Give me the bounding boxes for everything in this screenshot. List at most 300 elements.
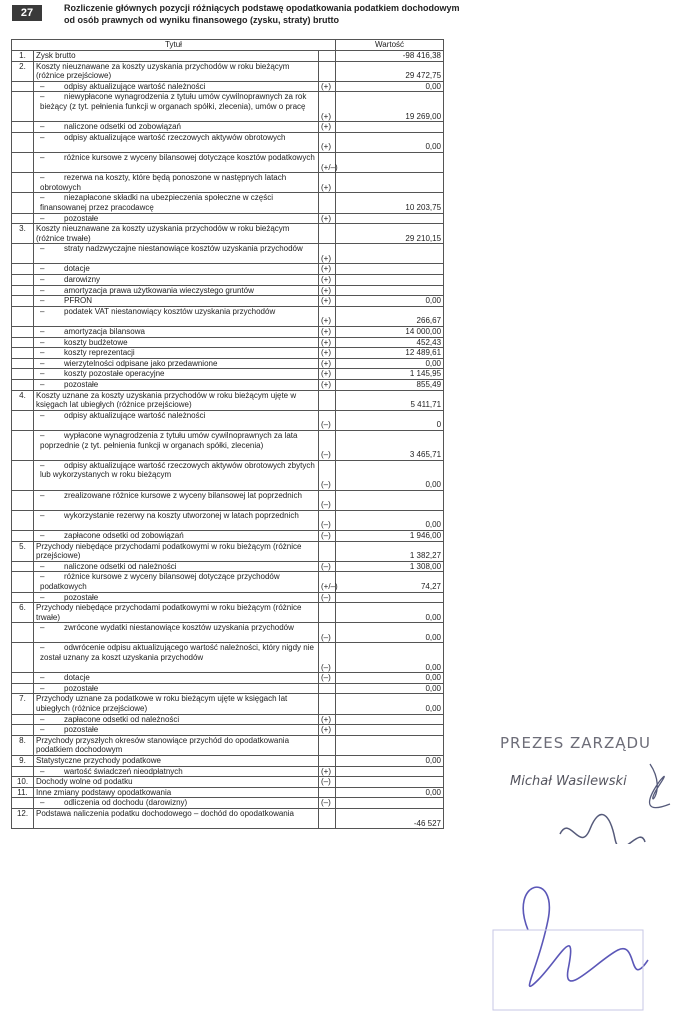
row-sign: (+) [319,275,336,286]
row-label-text: amortyzacja prawa użytkowania wieczystego gruntów [64,285,254,295]
row-label-text: Przychody uznane za podatkowe w roku bieżącym ujęte w księgach lat ubiegłych (różnice przejściowe) [36,694,288,714]
table-row [12,490,444,510]
row-number [12,152,34,172]
dash-bullet: – [40,798,45,808]
row-number [12,714,34,725]
row-sign: (+) [319,296,336,307]
table-row [12,623,444,643]
row-label-text: różnice kursowe z wyceny bilansowej dotyczące kosztów podatkowych [64,152,315,162]
note-number: 27 [12,5,42,21]
row-number [12,683,34,694]
row-number [12,530,34,541]
row-number: 2. [12,61,34,81]
row-label [34,460,319,490]
row-label [34,285,319,296]
row-label [34,358,319,369]
table-row [12,725,444,736]
dash-bullet: – [40,275,45,285]
row-sign [319,61,336,81]
row-value: 0,00 [336,132,444,152]
row-label-text: Koszty nieuznawane za koszty uzyskania przychodów w roku bieżącym (różnice przejściowe) [36,61,290,81]
row-sign: (+) [319,244,336,264]
row-label [34,390,319,410]
row-value [336,152,444,172]
row-value: 0,00 [336,623,444,643]
row-number [12,798,34,809]
row-label-text: rezerwa na koszty, które będą ponoszone w następnych latach obrotowych [40,173,287,192]
table-row [12,798,444,809]
table-row [12,410,444,430]
row-label-text: pozostałe [64,592,99,602]
row-value: 29 210,15 [336,224,444,244]
row-label-text: Statystyczne przychody podatkowe [36,756,161,766]
row-label [34,410,319,430]
row-sign: (–) [319,623,336,643]
dash-bullet: – [40,296,45,306]
row-sign: (+) [319,306,336,326]
dash-bullet: – [40,510,45,520]
row-sign: (+) [319,122,336,133]
row-value [336,735,444,755]
row-label [34,337,319,348]
row-number [12,430,34,460]
row-value [336,725,444,736]
row-number [12,173,34,193]
row-value: -46 527 [336,809,444,829]
row-sign: (–) [319,460,336,490]
table-row [12,337,444,348]
row-label [34,725,319,736]
row-label-text: naliczone odsetki od należności [64,561,177,571]
row-label [34,380,319,391]
table-row [12,61,444,81]
row-sign: (–) [319,643,336,673]
row-value: 1 308,00 [336,561,444,572]
table-row [12,348,444,359]
row-value [336,490,444,510]
tax-reconciliation-table [11,39,444,829]
row-label [34,541,319,561]
dash-bullet: – [40,152,45,162]
table-row [12,122,444,133]
table-row [12,430,444,460]
row-number [12,673,34,684]
row-label [34,244,319,264]
row-sign [319,694,336,714]
row-number [12,306,34,326]
table-row [12,275,444,286]
row-label [34,92,319,122]
row-label [34,714,319,725]
row-label-text: zapłacone odsetki od należności [64,714,180,724]
table-row [12,714,444,725]
row-sign: (+) [319,327,336,338]
row-label [34,756,319,767]
table-row [12,766,444,777]
table-row [12,132,444,152]
table-row [12,530,444,541]
table-row [12,541,444,561]
row-label [34,122,319,133]
row-value: 266,67 [336,306,444,326]
dash-bullet: – [40,460,45,470]
dash-bullet: – [40,213,45,223]
row-number: 9. [12,756,34,767]
row-sign [319,603,336,623]
table-row [12,193,444,213]
row-label-text: Inne zmiany podstawy opodatkowania [36,787,172,797]
row-number [12,623,34,643]
row-label [34,264,319,275]
row-label [34,510,319,530]
row-label-text: odpisy aktualizujące wartość należności [64,410,206,420]
table-row [12,756,444,767]
note-title: Rozliczenie głównych pozycji różniących podstawę opodatkowania podatkiem dochodowym od osób prawnych od wyniku finansowego (zysku, straty) brutto [64,3,460,25]
row-label [34,61,319,81]
row-value: 0,00 [336,787,444,798]
row-sign: (+) [319,358,336,369]
row-value [336,264,444,275]
row-label-text: koszty pozostałe operacyjne [64,369,165,379]
row-label-text: straty nadzwyczajne niestanowiące kosztów uzyskania przychodów [64,244,303,254]
dash-bullet: – [40,410,45,420]
row-value: 5 411,71 [336,390,444,410]
row-sign: (+) [319,337,336,348]
row-number [12,296,34,307]
table-row [12,244,444,264]
row-value [336,122,444,133]
row-value [336,777,444,788]
row-number [12,122,34,133]
row-sign: (–) [319,798,336,809]
row-number [12,213,34,224]
row-number: 8. [12,735,34,755]
row-sign: (+) [319,92,336,122]
row-value [336,285,444,296]
row-label [34,673,319,684]
row-number [12,337,34,348]
table-row [12,572,444,592]
row-value: 1 946,00 [336,530,444,541]
row-label-text: podatek VAT niestanowiący kosztów uzyskania przychodów [64,306,276,316]
row-label-text: Dochody wolne od podatku [36,777,133,787]
table-row [12,673,444,684]
row-sign: (–) [319,673,336,684]
row-sign: (+) [319,369,336,380]
row-label [34,490,319,510]
row-sign: (+) [319,725,336,736]
column-header-value: Wartość [336,40,444,51]
row-sign [319,541,336,561]
dash-bullet: – [40,193,45,203]
row-label [34,132,319,152]
row-sign: (–) [319,777,336,788]
row-number [12,572,34,592]
row-value: 0,00 [336,296,444,307]
row-label [34,694,319,714]
dash-bullet: – [40,337,45,347]
row-value: 0,00 [336,603,444,623]
row-label-text: odliczenia od dochodu (darowizny) [64,798,188,808]
row-value: 0,00 [336,358,444,369]
row-sign: (–) [319,510,336,530]
table-row [12,510,444,530]
row-sign: (+/–) [319,572,336,592]
row-number [12,285,34,296]
row-label [34,809,319,829]
row-value: 855,49 [336,380,444,391]
dash-bullet: – [40,623,45,633]
row-number [12,193,34,213]
row-sign: (–) [319,430,336,460]
row-number [12,561,34,572]
row-value: 0,00 [336,756,444,767]
row-label [34,275,319,286]
row-number [12,766,34,777]
table-body [12,51,444,829]
row-label [34,592,319,603]
dash-bullet: – [40,490,45,500]
row-value: 19 269,00 [336,92,444,122]
row-label [34,327,319,338]
row-sign [319,809,336,829]
table-row [12,306,444,326]
row-label [34,193,319,213]
row-value: 12 489,61 [336,348,444,359]
row-label [34,296,319,307]
table-row [12,787,444,798]
dash-bullet: – [40,327,45,337]
row-value [336,213,444,224]
table-row [12,643,444,673]
dash-bullet: – [40,173,45,183]
row-label [34,603,319,623]
row-value: 1 382,27 [336,541,444,561]
row-sign: (–) [319,530,336,541]
row-label [34,213,319,224]
row-number: 5. [12,541,34,561]
row-label-text: różnice kursowe z wyceny bilansowej dotyczące przychodów podatkowych [40,572,280,591]
table-row [12,81,444,92]
row-value: 0,00 [336,694,444,714]
stamp-name: Michał Wasilewski [510,774,627,789]
row-value [336,275,444,286]
row-number [12,592,34,603]
row-value [336,173,444,193]
table-row [12,603,444,623]
dash-bullet: – [40,714,45,724]
row-number [12,369,34,380]
row-label-text: wierzytelności odpisane jako przedawnione [64,358,218,368]
row-label [34,369,319,380]
table-row [12,777,444,788]
row-label [34,224,319,244]
row-sign: (+) [319,81,336,92]
table-row [12,173,444,193]
table-row [12,694,444,714]
table-row [12,327,444,338]
dash-bullet: – [40,369,45,379]
row-label [34,152,319,172]
dash-bullet: – [40,92,45,102]
row-sign: (–) [319,592,336,603]
row-sign [319,51,336,62]
row-sign: (+) [319,766,336,777]
dash-bullet: – [40,561,45,571]
stamp-title: PREZES ZARZĄDU [500,734,652,752]
row-label [34,643,319,673]
row-label [34,306,319,326]
table-row [12,264,444,275]
row-sign: (+) [319,173,336,193]
row-value: 29 472,75 [336,61,444,81]
row-label-text: naliczone odsetki od zobowiązań [64,122,181,132]
row-label-text: Przychody przyszłych okresów stanowiące przychód do opodatkowania podatkiem dochodowym [36,735,290,755]
table-row [12,390,444,410]
dash-bullet: – [40,122,45,132]
row-sign: (+/–) [319,152,336,172]
row-label-text: Przychody niebędące przychodami podatkowymi w roku bieżącym (różnice przejściowe) [36,541,302,561]
row-label-text: koszty reprezentacji [64,348,135,358]
row-value: 0,00 [336,643,444,673]
row-value [336,592,444,603]
dash-bullet: – [40,132,45,142]
table-row [12,592,444,603]
dash-bullet: – [40,766,45,776]
row-label-text: niezapłacone składki na ubezpieczenia społeczne w części finansowanej przez pracodawcę [40,193,274,212]
row-sign: (+) [319,348,336,359]
row-value: 0,00 [336,673,444,684]
dash-bullet: – [40,285,45,295]
table-row [12,213,444,224]
table-row [12,809,444,829]
row-label-text: Koszty nieuznawane za koszty uzyskania przychodów w roku bieżącym (różnice trwałe) [36,224,290,243]
row-label-text: wykorzystanie rezerwy na koszty utworzonej w latach poprzednich [64,510,299,520]
row-label-text: darowizny [64,275,101,285]
table-row [12,51,444,62]
row-label [34,430,319,460]
row-value: 74,27 [336,572,444,592]
table-row [12,358,444,369]
row-label [34,735,319,755]
table-row [12,460,444,490]
row-label-text: pozostałe [64,725,99,735]
row-number [12,92,34,122]
row-label-text: amortyzacja bilansowa [64,327,145,337]
row-value [336,244,444,264]
row-label-text: wypłacone wynagrodzenia z tytułu umów cywilnoprawnych za lata poprzednie (z tyt. pełnienia funkcji w organach spółki, zlecenia) [40,430,298,450]
row-number: 6. [12,603,34,623]
row-number [12,327,34,338]
row-value: 0,00 [336,81,444,92]
row-label [34,348,319,359]
row-sign: (–) [319,490,336,510]
row-number: 12. [12,809,34,829]
row-label-text: pozostałe [64,213,99,223]
table-row [12,561,444,572]
row-label [34,623,319,643]
table-row [12,683,444,694]
row-sign [319,193,336,213]
dash-bullet: – [40,380,45,390]
dash-bullet: – [40,348,45,358]
dash-bullet: – [40,81,45,91]
row-sign: (+) [319,714,336,725]
table-row [12,735,444,755]
row-value [336,766,444,777]
row-label [34,530,319,541]
row-sign: (+) [319,132,336,152]
dash-bullet: – [40,725,45,735]
row-number: 7. [12,694,34,714]
row-sign [319,683,336,694]
row-number [12,264,34,275]
row-sign: (+) [319,380,336,391]
row-number: 11. [12,787,34,798]
row-sign: (+) [319,285,336,296]
row-label-text: odwrócenie odpisu aktualizującego wartość należności, który nigdy nie został uznany za koszt uzyskania przychodów [40,643,314,663]
row-value [336,798,444,809]
column-header-title: Tytuł [12,40,336,51]
dash-bullet: – [40,306,45,316]
row-label-text: koszty budżetowe [64,337,128,347]
row-value: 14 000,00 [336,327,444,338]
row-sign [319,390,336,410]
table-row [12,380,444,391]
row-number: 4. [12,390,34,410]
row-value: 0 [336,410,444,430]
row-label [34,81,319,92]
row-number [12,244,34,264]
dash-bullet: – [40,244,45,254]
row-label-text: zwrócone wydatki niestanowiące kosztów uzyskania przychodów [64,623,294,633]
row-label-text: Podstawa naliczenia podatku dochodowego – dochód do opodatkowania [36,809,294,818]
row-label [34,787,319,798]
dash-bullet: – [40,592,45,602]
row-number [12,132,34,152]
row-number [12,725,34,736]
row-label [34,561,319,572]
row-label [34,683,319,694]
row-label [34,51,319,62]
row-sign: (–) [319,410,336,430]
row-number [12,380,34,391]
row-label-text: odpisy aktualizujące wartość należności [64,81,206,91]
row-value: 0,00 [336,460,444,490]
row-sign [319,735,336,755]
row-number [12,510,34,530]
row-label-text: Koszty uznane za koszty uzyskania przychodów w roku bieżącym ujęte w księgach lat ubiegłych (różnice przejściowe) [36,390,297,410]
table-row [12,92,444,122]
row-label [34,766,319,777]
row-label-text: Przychody niebędące przychodami podatkowymi w roku bieżącym (różnice trwałe) [36,603,302,622]
row-number [12,348,34,359]
dash-bullet: – [40,530,45,540]
row-label-text: PFRON [64,296,92,306]
row-label [34,572,319,592]
row-sign: (+) [319,213,336,224]
row-label-text: zrealizowane różnice kursowe z wyceny bilansowej lat poprzednich [64,490,302,500]
row-label-text: pozostałe [64,683,99,693]
row-number [12,81,34,92]
row-value: 1 145,95 [336,369,444,380]
dash-bullet: – [40,683,45,693]
signature-stamp [500,734,651,789]
row-label-text: Zysk brutto [36,51,76,60]
row-number: 10. [12,777,34,788]
table-row [12,296,444,307]
row-label-text: dotacje [64,673,90,683]
